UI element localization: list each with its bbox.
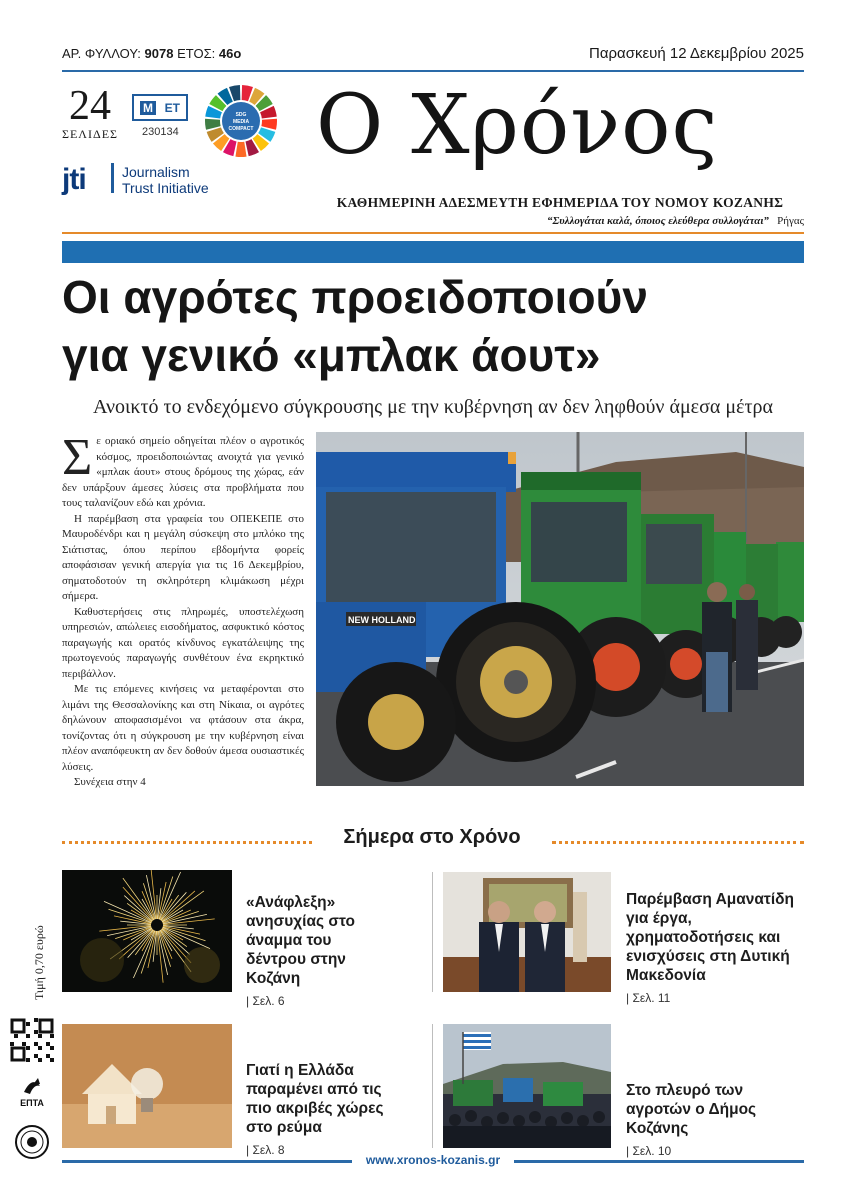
teaser-divider-bottom bbox=[432, 1024, 433, 1148]
epta-logo bbox=[18, 1072, 46, 1120]
epta-logo-text: ΕΠΤΑ bbox=[20, 1098, 44, 1108]
qr-code-icon[interactable] bbox=[10, 1018, 54, 1062]
meeting-photo bbox=[443, 872, 611, 992]
tractor-brand-text: NEW HOLLAND bbox=[348, 615, 416, 625]
issue-number: 9078 bbox=[144, 46, 174, 61]
teaser-2[interactable] bbox=[626, 890, 804, 1005]
met-badge bbox=[132, 94, 188, 121]
teaser-2-title: Παρέμβαση Αμανατίδη για έργα, χρηματοδοτήσεις και ενισχύσεις στη Δυτική Μακεδονία bbox=[626, 891, 795, 984]
article-paragraph-2: Η παρέμβαση στα γραφεία του ΟΠΕΚΕΠΕ στο Μαυροδένδρι και η μεγάλη σύσκεψη στο μπλόκο της Σιάτιστας, όπου περίπου εβδομήντα φορείς αποφάσισαν γενική απεργία για τις 16 Δεκεμβρίου, σηματοδοτούν τη σκληρότερη κλιμάκωση μέχρι σήμερα. bbox=[62, 512, 304, 602]
newspaper-subtitle: ΚΑΘΗΜΕΡΙΝΗ ΑΔΕΣΜΕΥΤΗ ΕΦΗΜΕΡΙΔΑ ΤΟΥ ΝΟΜΟΥ ΚΟΖΑΝΗΣ bbox=[336, 195, 784, 210]
met-badge-left: Μ bbox=[140, 101, 156, 115]
top-rule bbox=[62, 70, 804, 72]
section-dots-left bbox=[62, 841, 312, 844]
article-paragraph-4: Με τις επόμενες κινήσεις να μεταφέρονται στο λιμάνι της Θεσσαλονίκης και στη Νίκαια, οι αγρότες δηλώνουν αποφασισμένοι να φτάσουν στα άκρα, τονίζοντας ότι η σύγκρουση με την κυβέρνηση είναι πλέον αναπόφευκτη αν δεν δοθούν άμεσα ουσιαστικές λύσεις. bbox=[62, 683, 304, 773]
jti-logo: jti bbox=[62, 163, 86, 196]
svg-text:SDG: SDG bbox=[235, 112, 247, 118]
jti-line-1: Journalism bbox=[122, 164, 190, 180]
footer-rule-left bbox=[62, 1160, 352, 1163]
teaser-3-page: | Σελ. 8 bbox=[246, 1143, 285, 1157]
svg-text:MEDIA: MEDIA bbox=[232, 119, 250, 125]
newspaper-title: Ο Χρόνος bbox=[316, 78, 719, 173]
website-link[interactable]: www.xronos-kozanis.gr bbox=[365, 1153, 501, 1167]
svg-text:COMPACT: COMPACT bbox=[228, 126, 254, 132]
pages-label: ΣΕΛΙΔΕΣ bbox=[61, 127, 119, 141]
dropcap: Σ bbox=[62, 429, 93, 486]
year-value: 46ο bbox=[218, 46, 242, 61]
price-label bbox=[18, 880, 46, 1000]
year-label: ΕΤΟΣ: bbox=[177, 46, 216, 61]
jti-text bbox=[122, 164, 209, 196]
footer-rule-right bbox=[514, 1160, 804, 1163]
motto bbox=[547, 215, 804, 227]
farmers-rally-photo bbox=[443, 1024, 611, 1148]
teaser-4-page: | Σελ. 10 bbox=[626, 1144, 672, 1158]
met-code: 230134 bbox=[142, 126, 179, 138]
lightbulb-house-image bbox=[62, 1024, 232, 1148]
motto-author: Ρήγας bbox=[777, 215, 804, 227]
jti-divider bbox=[111, 163, 114, 193]
teaser-3-title: Γιατί η Ελλάδα παραμένει από τις πιο ακριβές χώρες στο ρεύμα bbox=[246, 1062, 384, 1136]
issue-date: Παρασκευή 12 Δεκεμβρίου 2025 bbox=[588, 45, 804, 62]
lead-headline[interactable] bbox=[62, 268, 804, 384]
pages-count: 24 bbox=[69, 83, 111, 129]
headline-line-2: για γενικό «μπλακ άουτ» bbox=[62, 329, 601, 381]
teaser-1-page: | Σελ. 6 bbox=[246, 994, 285, 1008]
teaser-3[interactable] bbox=[246, 1061, 386, 1157]
teaser-4[interactable] bbox=[626, 1081, 804, 1158]
headline-line-1: Οι αγρότες προειδοποιούν bbox=[62, 271, 648, 323]
masthead-rule bbox=[62, 232, 804, 234]
lead-subheadline: Ανοικτό το ενδεχόμενο σύγκρουσης με την κυβέρνηση αν δεν ληφθούν άμεσα μέτρα bbox=[93, 396, 773, 418]
price-text: Τιμή 0,70 ευρώ bbox=[32, 925, 46, 1000]
teaser-4-title: Στο πλευρό των αγροτών ο Δήμος Κοζάνης bbox=[626, 1082, 757, 1137]
tractors-photo bbox=[316, 432, 804, 786]
teaser-1[interactable] bbox=[246, 893, 376, 1008]
article-paragraph-3: Καθυστερήσεις στις πληρωμές, υποστελέχωση υπηρεσιών, απώλειες εισοδήματος, ασφυκτικό κόστος παραγωγής και ορατός κίνδυνος εγκατάλειψης της πρωτογενούς παραγωγής συνθέτουν ένα εκρηκτικό περιβάλλον. bbox=[62, 605, 304, 680]
motto-quote: “Συλλογάται καλά, όποιος ελεύθερα συλλογάται” bbox=[546, 215, 769, 227]
teaser-2-page: | Σελ. 11 bbox=[626, 991, 671, 1005]
press-seal-icon bbox=[14, 1124, 50, 1160]
issue-line bbox=[62, 46, 241, 61]
section-dots-right bbox=[552, 841, 804, 844]
today-section-title: Σήμερα στο Χρόνο bbox=[343, 826, 521, 848]
fireworks-image bbox=[62, 870, 232, 992]
sdg-media-compact-logo bbox=[204, 84, 278, 158]
teaser-divider-top bbox=[432, 872, 433, 992]
issue-label: ΑΡ. ΦΥΛΛΟΥ: bbox=[62, 46, 141, 61]
article-paragraph-1: ε οριακό σημείο οδηγείται πλέον ο αγροτικός κόσμος, προειδοποιώντας ανοιχτά για γενικό «μπλακ άουτ» στους δρόμους της χώρας, εάν δεν υπάρξουν άμεσες λύσεις στα προβλήματα που τους ταλανίζουν εδώ και χρόνια. bbox=[62, 435, 304, 509]
jti-line-2: Trust Initiative bbox=[122, 180, 209, 196]
teaser-1-title: «Ανάφλεξη» ανησυχίας στο άναμμα του δέντρου στην Κοζάνη bbox=[246, 894, 355, 987]
headline-band bbox=[62, 241, 804, 263]
lead-article bbox=[62, 429, 304, 791]
met-badge-right: ΕΤ bbox=[164, 100, 180, 115]
continue-link[interactable]: Συνέχεια στην 4 bbox=[74, 776, 146, 788]
